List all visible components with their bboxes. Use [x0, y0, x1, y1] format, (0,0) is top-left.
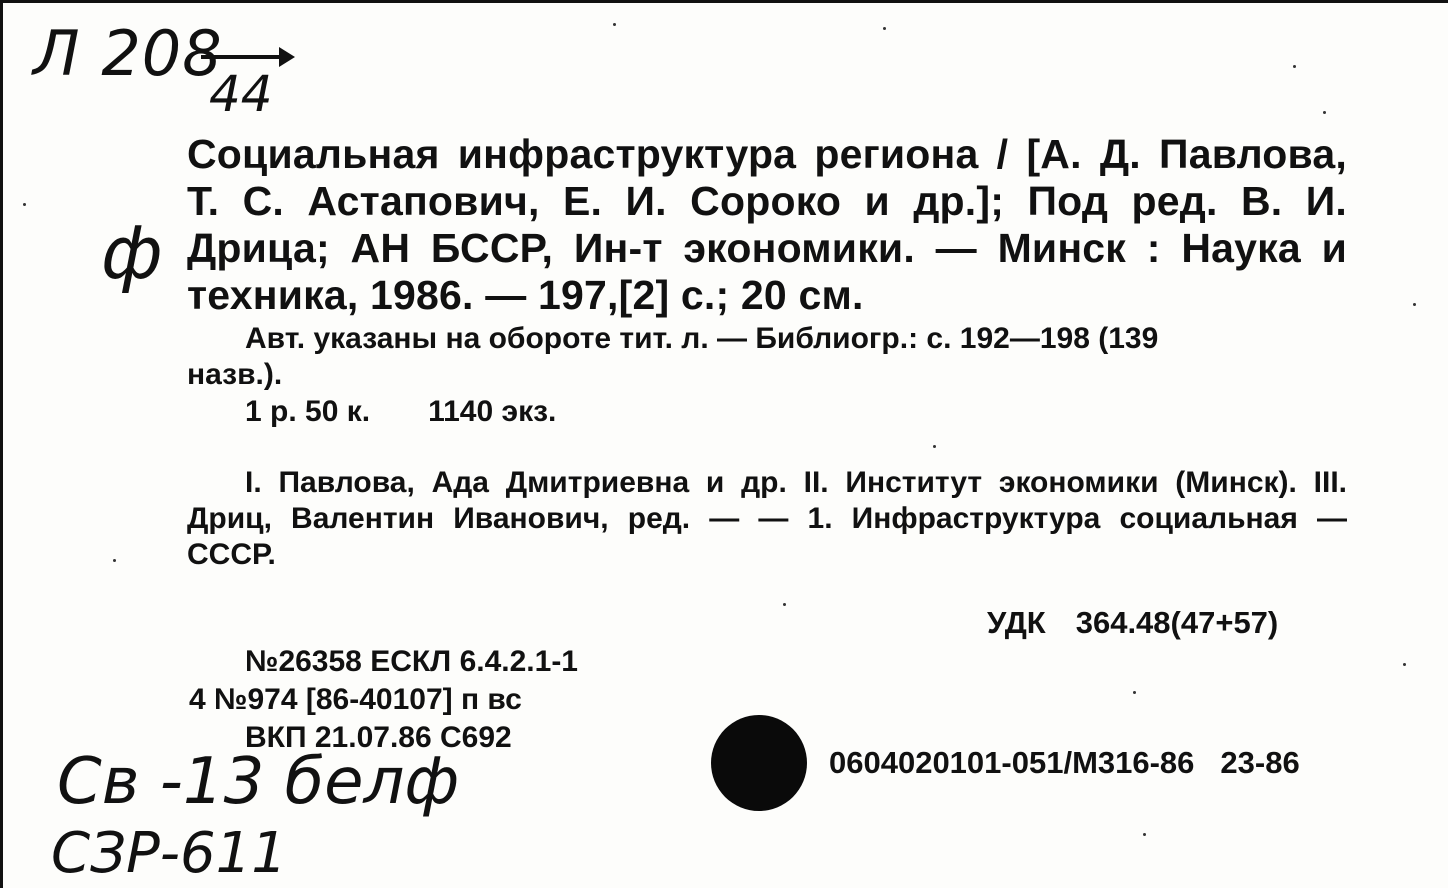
punch-hole-icon — [711, 715, 807, 811]
service-line-3: ВКП 21.07.86 С692 — [245, 721, 512, 754]
scan-speck — [1323, 111, 1326, 114]
service-line-1: №26358 ЕСКЛ 6.4.2.1-1 — [245, 645, 578, 678]
scan-speck — [1403, 663, 1406, 666]
handwritten-code-1: Св -13 белф — [57, 745, 460, 819]
scan-speck — [613, 23, 616, 26]
print-run: 1140 экз. — [428, 395, 557, 428]
scan-speck — [783, 603, 786, 606]
arrow-icon — [279, 47, 295, 67]
scan-speck — [883, 27, 886, 30]
handwritten-margin-mark: ф — [101, 211, 163, 295]
service-line-2: 4 №974 [86-40107] п вс — [189, 683, 522, 716]
scan-speck — [933, 445, 936, 448]
scan-speck — [1293, 65, 1296, 68]
udk-value: 364.48(47+57) — [1075, 605, 1279, 640]
index-code — [829, 745, 1300, 781]
scan-speck — [1413, 303, 1416, 306]
scan-speck — [23, 203, 26, 206]
handwritten-shelf-sub: 44 — [209, 65, 273, 123]
scan-speck — [1133, 691, 1136, 694]
scan-speck — [113, 559, 116, 562]
scan-speck — [1143, 833, 1146, 836]
handwritten-arrow — [201, 55, 285, 59]
tracings: I. Павлова, Ада Дмитриевна и др. II. Институт экономики (Минск). III. Дриц, Валентин Иванович, ред. — — 1. Инфраструктура социальная — СССР. — [187, 466, 1347, 571]
index-code-suffix: 23-86 — [1220, 745, 1300, 780]
handwritten-code-2: СЗР-611 — [51, 821, 287, 886]
service-info — [189, 643, 578, 757]
handwritten-shelf-mark: Л 208 — [33, 17, 223, 90]
bibliographic-entry: Социальная инфраструктура региона / [А. Д. Павлова, Т. С. Астапович, Е. И. Сороко и др.]; Под ред. В. И. Дрица; АН БССР, Ин-т экономики. — Минск : Наука и техника, 1986. — 197,[2] с.; 20 см. — [187, 131, 1347, 318]
index-code-value: 0604020101-051/М316-86 — [829, 745, 1195, 780]
price-and-run — [245, 395, 556, 429]
notes-line-1: Авт. указаны на обороте тит. л. — Библиогр.: с. 192—198 (139 — [245, 322, 1159, 355]
udk-classification — [987, 605, 1278, 641]
price: 1 р. 50 к. — [245, 395, 371, 428]
udk-label: УДК — [987, 605, 1046, 640]
entry-notes — [187, 321, 1347, 393]
notes-line-2: назв.). — [187, 358, 283, 391]
